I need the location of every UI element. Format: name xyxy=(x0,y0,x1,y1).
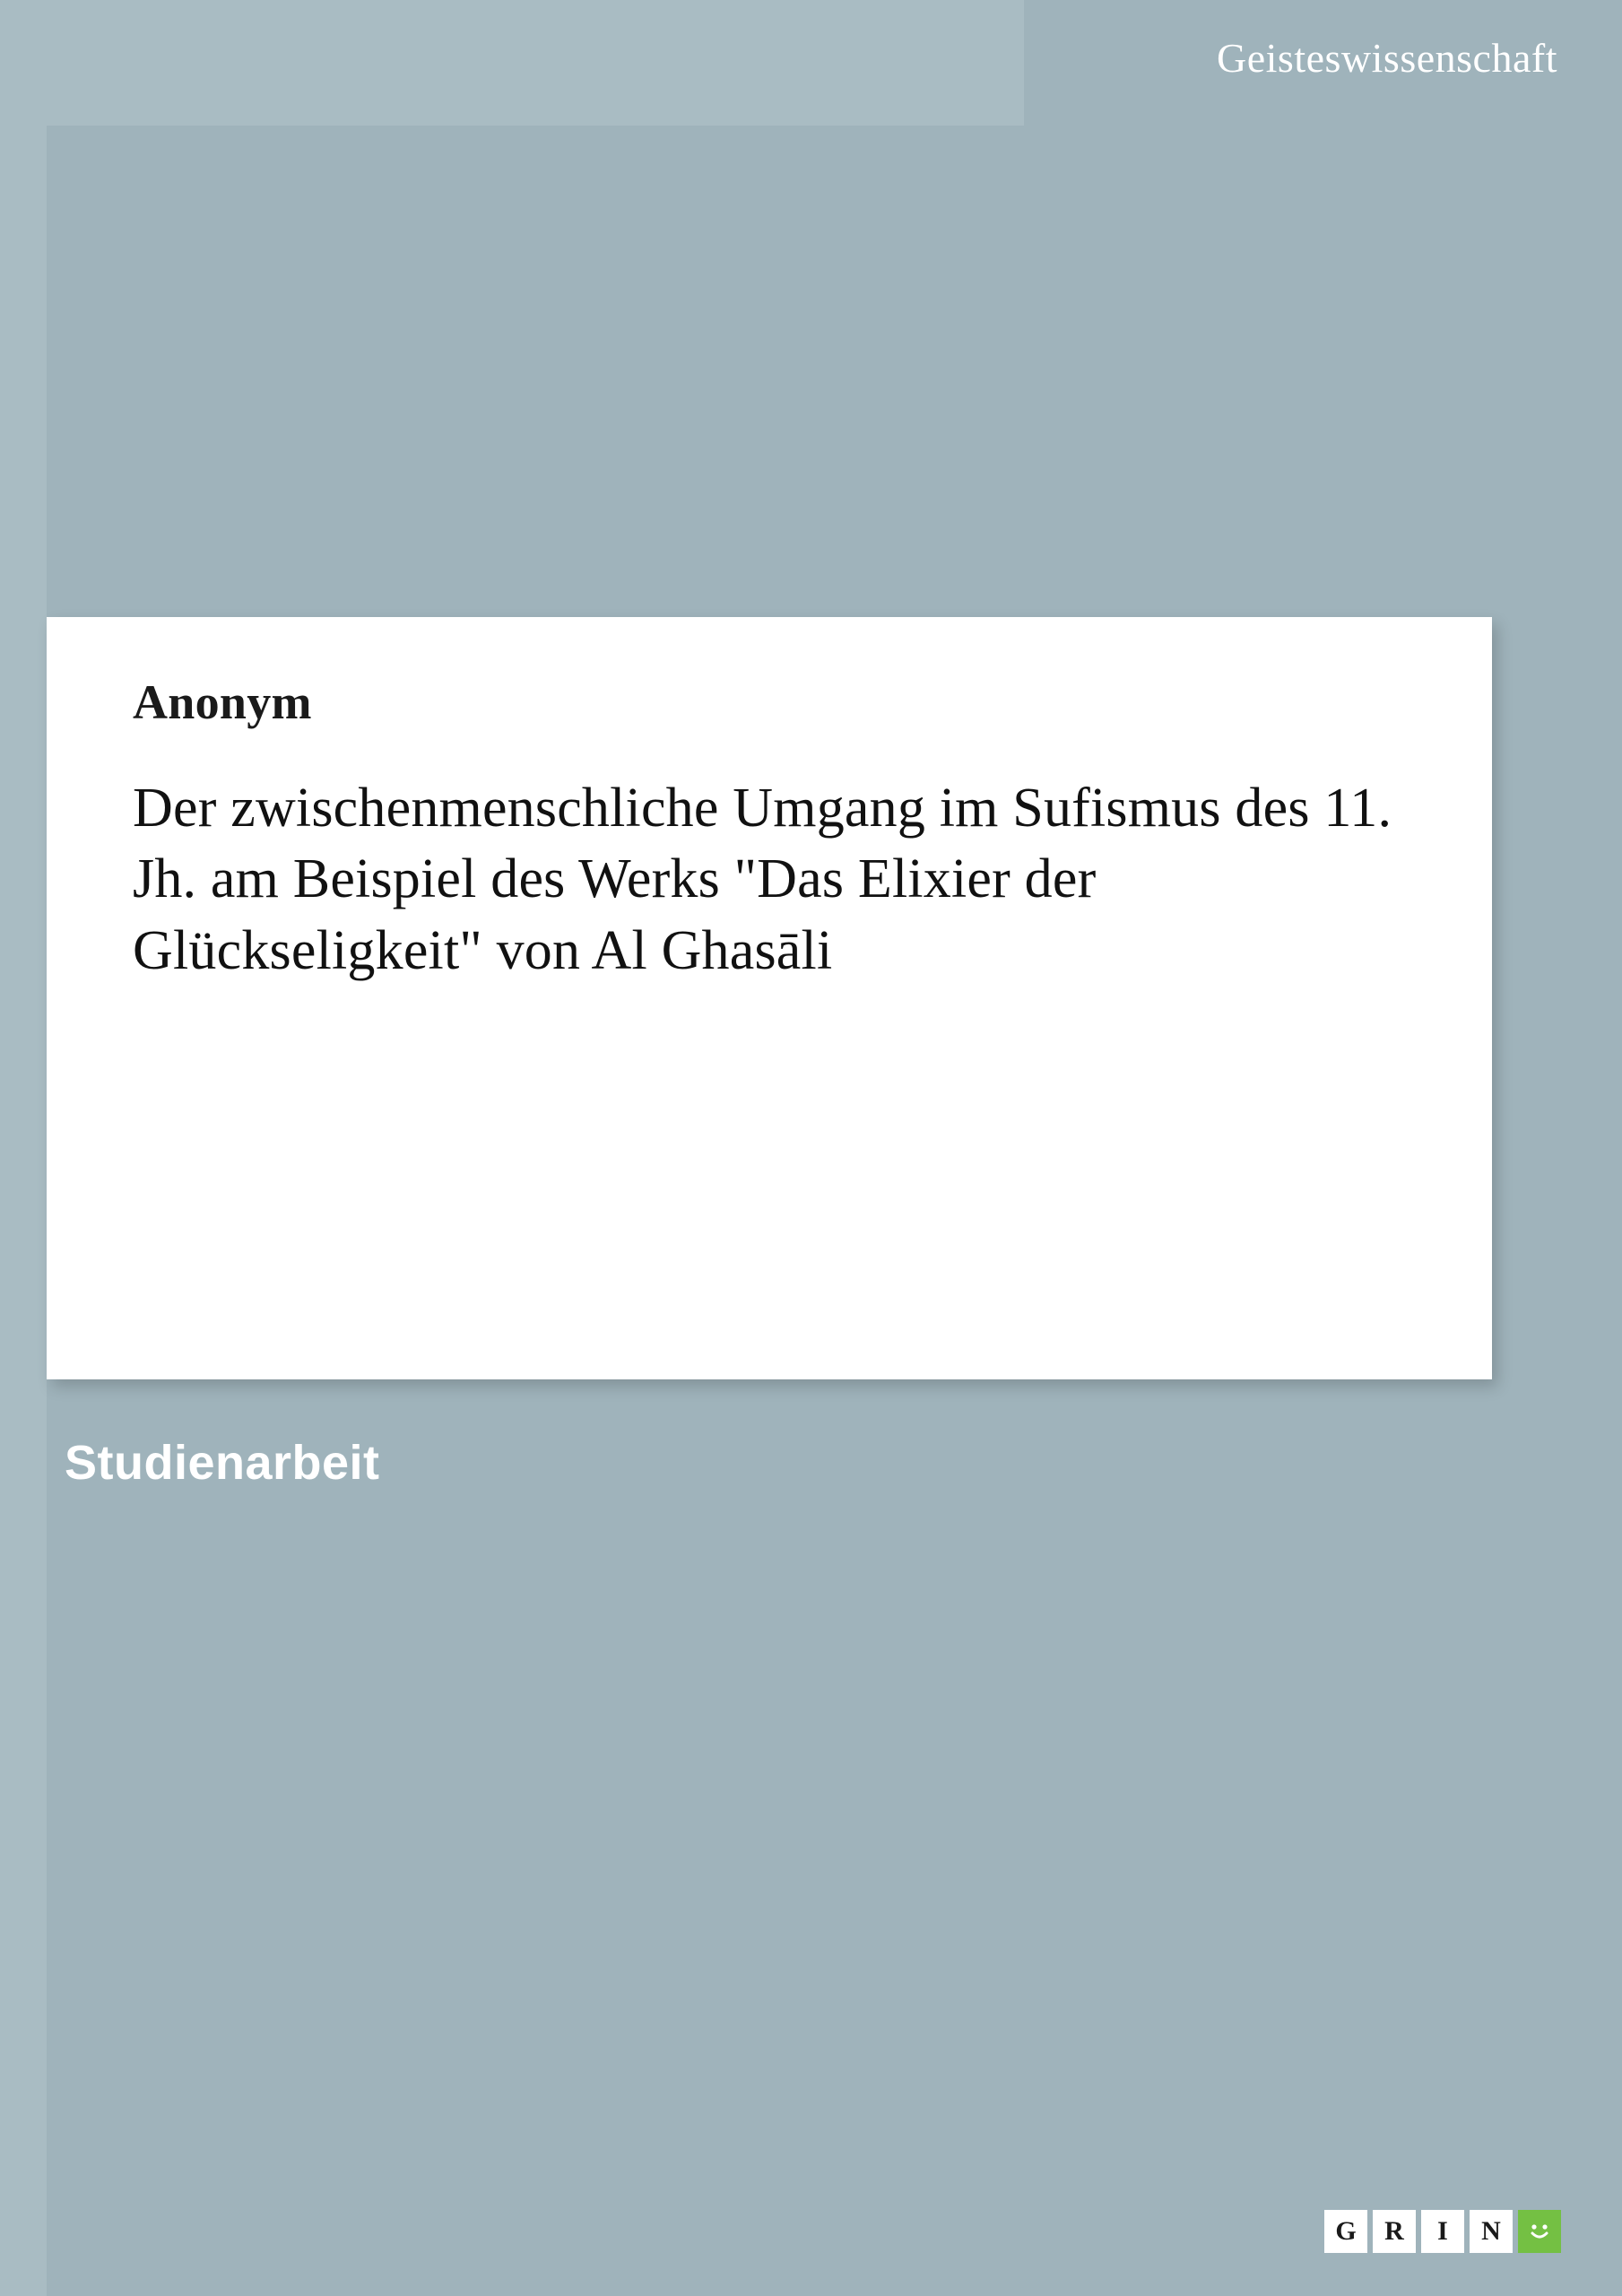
document-type-label: Studienarbeit xyxy=(65,1436,380,1490)
grin-letter-n: N xyxy=(1470,2210,1513,2253)
smiley-icon xyxy=(1518,2210,1561,2253)
left-accent-band xyxy=(0,0,47,2296)
category-label: Geisteswissenschaft xyxy=(1217,35,1557,81)
grin-logo xyxy=(1324,2210,1561,2253)
grin-letter-g: G xyxy=(1324,2210,1367,2253)
author-name: Anonym xyxy=(133,675,312,729)
title-card xyxy=(47,617,1492,1379)
page-title: Der zwischenmenschliche Umgang im Sufismus des 11. Jh. am Beispiel des Werks "Das Elixier der Glückseligkeit" von Al Ghasāli xyxy=(133,778,1392,981)
grin-letter-i: I xyxy=(1421,2210,1464,2253)
top-accent-block xyxy=(47,0,1024,126)
grin-letter-r: R xyxy=(1373,2210,1416,2253)
